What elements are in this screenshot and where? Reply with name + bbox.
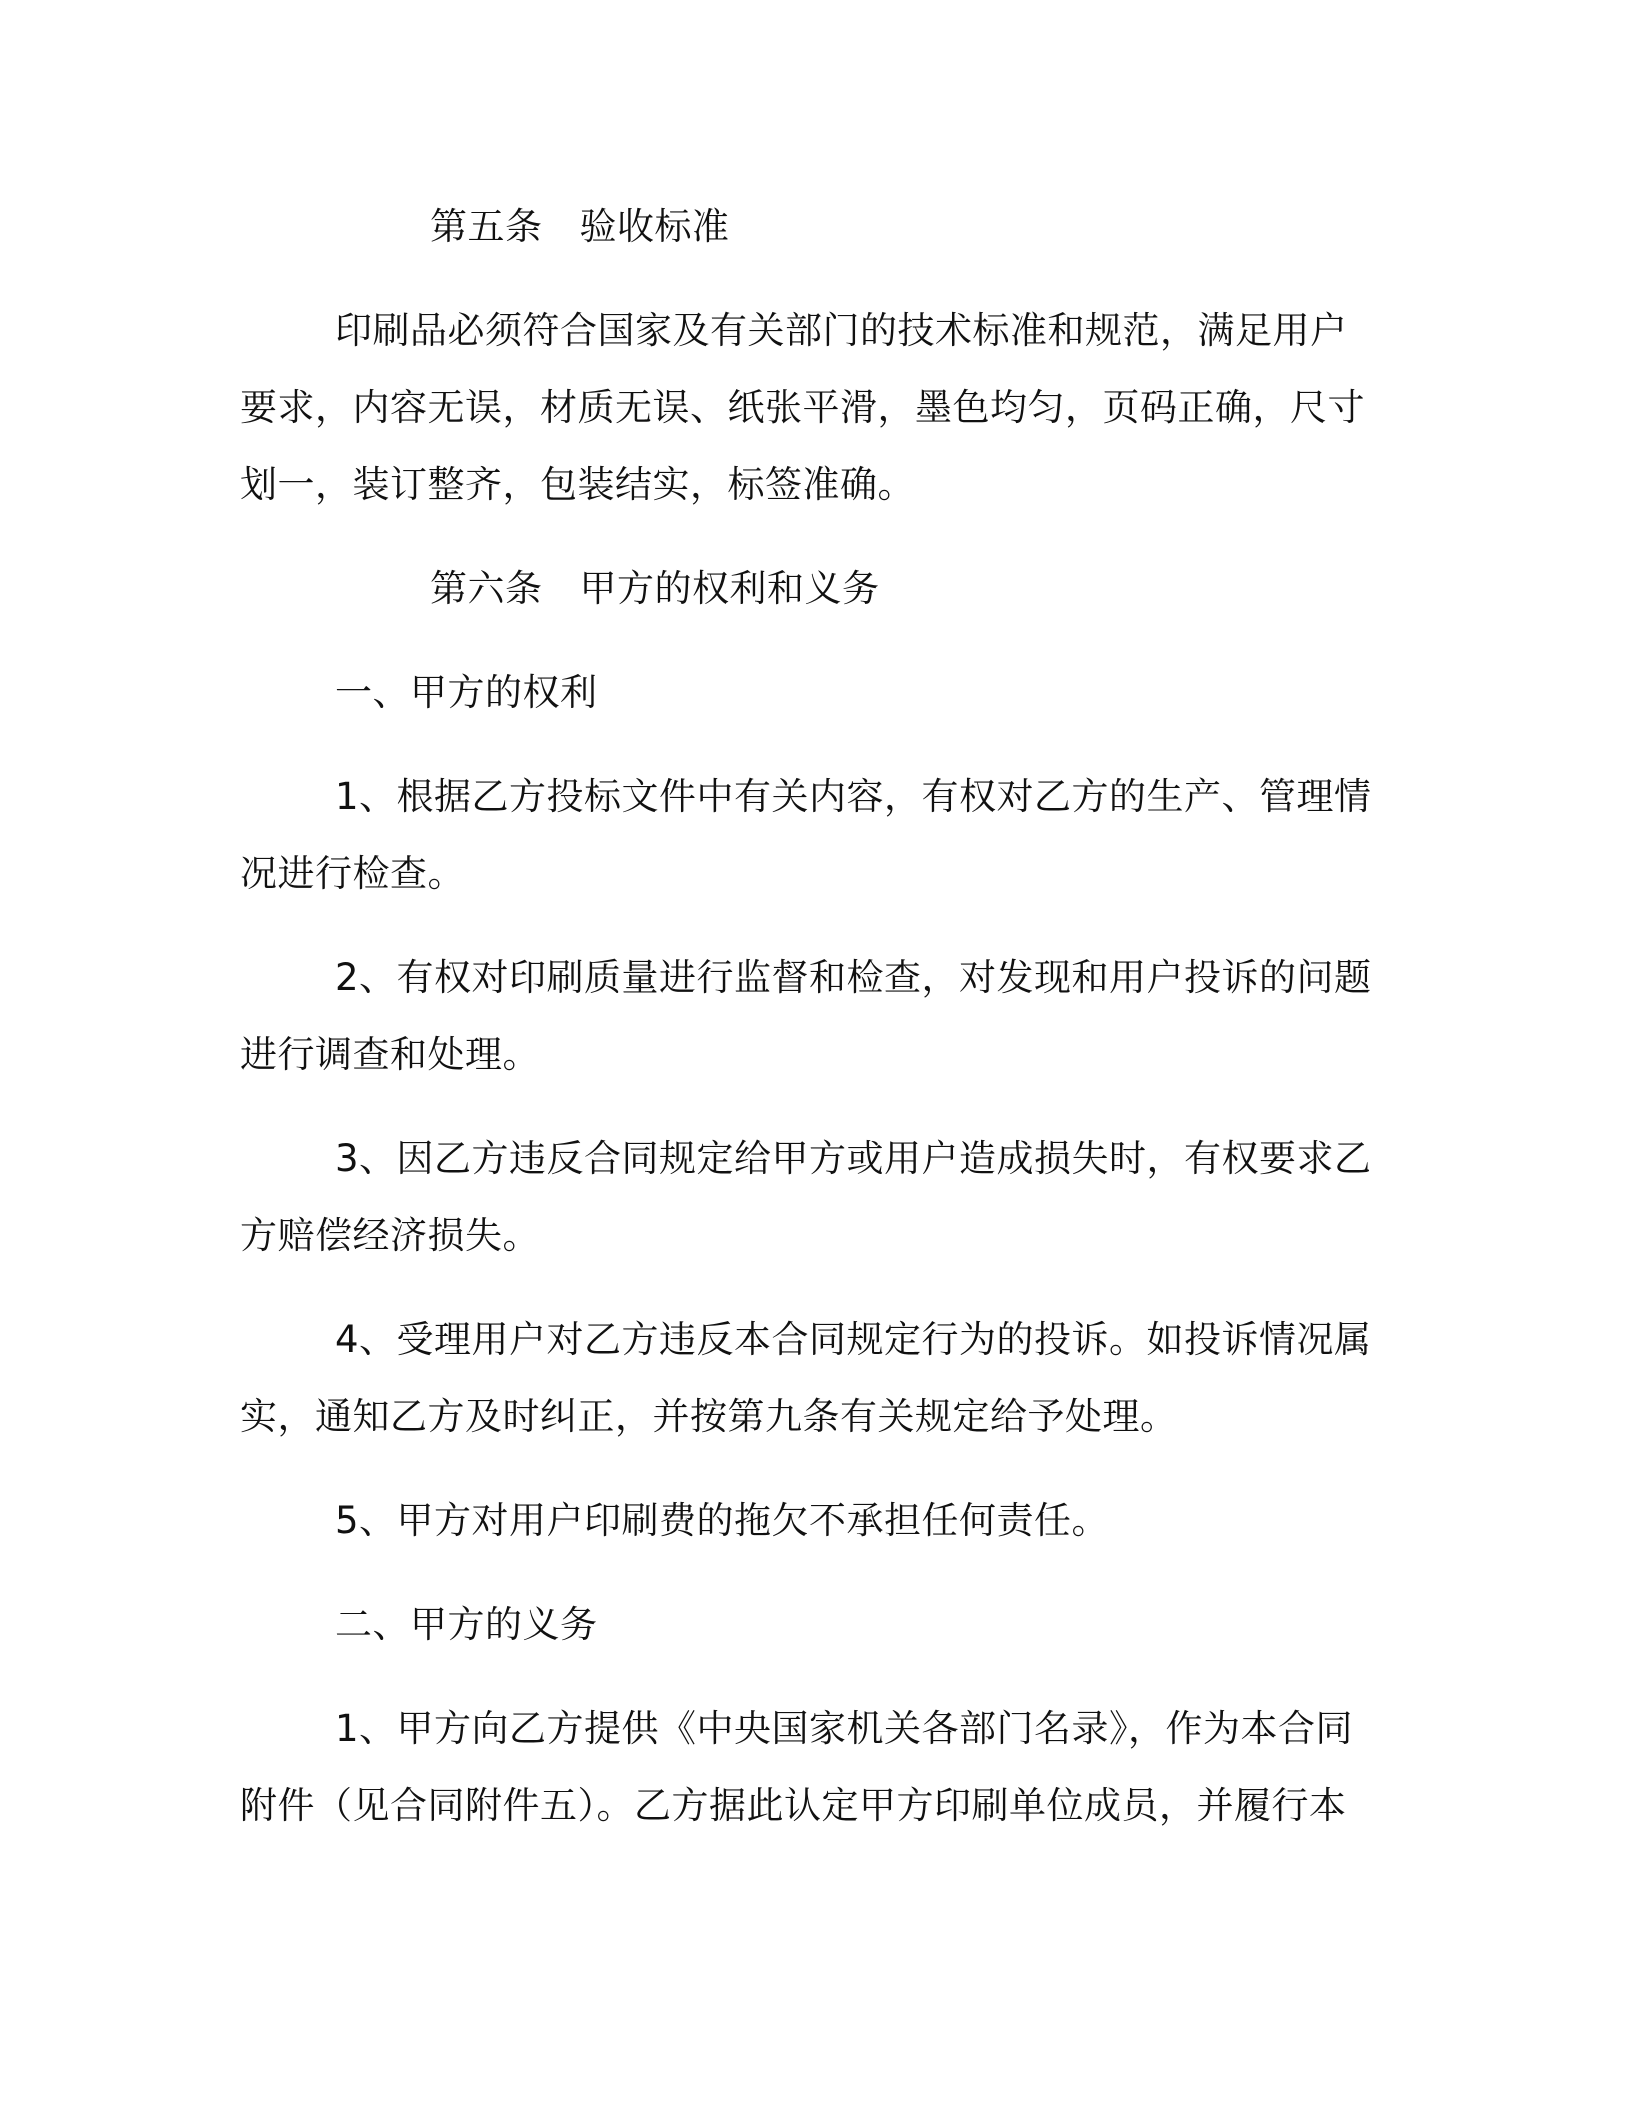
article-6-heading [240, 550, 1375, 627]
rights-item-5: 5、甲方对用户印刷费的拖欠不承担任何责任。 [335, 1499, 1110, 1542]
article-5-heading [240, 188, 1375, 265]
document-body [240, 188, 1375, 1844]
obligations-item-1: 1、甲方向乙方提供《中央国家机关各部门名录》，作为本合同附件（见合同附件五）。乙方据此认定甲方印刷单位成员，并履行本 [240, 1707, 1354, 1827]
section-obligations-heading: 二、甲方的义务 [335, 1603, 598, 1646]
article-6-number: 第六条 [430, 567, 543, 610]
section-rights-heading: 一、甲方的权利 [335, 671, 598, 714]
article-5-number: 第五条 [430, 205, 543, 248]
article-6-title: 甲方的权利和义务 [579, 567, 880, 610]
rights-item-1: 1、根据乙方投标文件中有关内容，有权对乙方的生产、管理情况进行检查。 [240, 775, 1372, 895]
article-5-body: 印刷品必须符合国家及有关部门的技术标准和规范，满足用户要求，内容无误，材质无误、纸张平滑，墨色均匀，页码正确，尺寸划一，装订整齐，包装结实，标签准确。 [240, 309, 1365, 506]
rights-item-3: 3、因乙方违反合同规定给甲方或用户造成损失时，有权要求乙方赔偿经济损失。 [240, 1137, 1372, 1257]
rights-item-4: 4、受理用户对乙方违反本合同规定行为的投诉。如投诉情况属实，通知乙方及时纠正，并按第九条有关规定给予处理。 [240, 1318, 1372, 1438]
rights-item-2: 2、有权对印刷质量进行监督和检查，对发现和用户投诉的问题进行调查和处理。 [240, 956, 1372, 1076]
article-5-title: 验收标准 [579, 205, 730, 248]
